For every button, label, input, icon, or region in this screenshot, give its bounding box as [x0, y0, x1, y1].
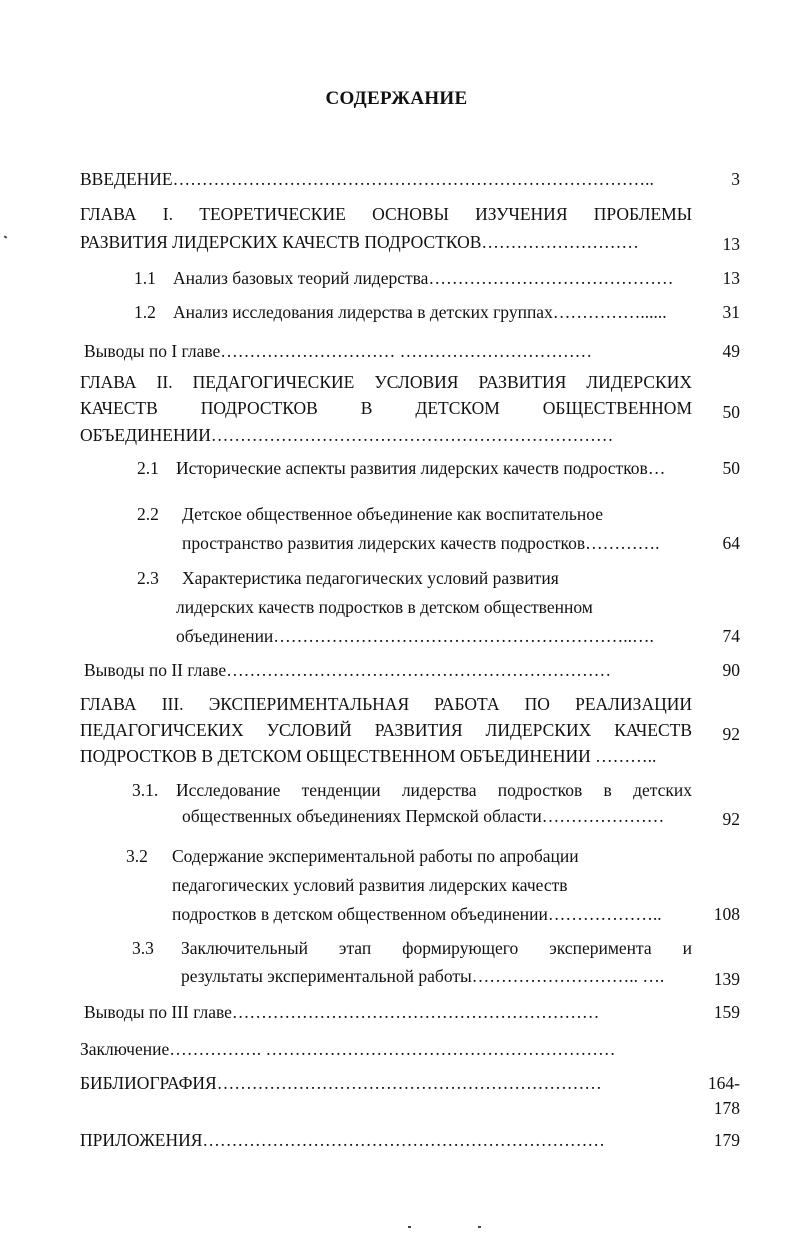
toc-section-3-3-line-1: Заключительный этап формирующего эксперимента и — [181, 938, 692, 958]
toc-section-2-2-line-1: Детское общественное объединение как воспитательное — [182, 504, 603, 524]
toc-page-number: 139 — [713, 969, 740, 989]
toc-page-number: 92 — [722, 809, 740, 829]
toc-chapter-2-line-2: КАЧЕСТВ ПОДРОСТКОВ В ДЕТСКОМ ОБЩЕСТВЕННОМ — [80, 398, 692, 418]
toc-chapter-3-line-3: ПОДРОСТКОВ В ДЕТСКОМ ОБЩЕСТВЕННОМ ОБЪЕДИНЕНИИ ……….. — [80, 746, 657, 766]
toc-page-number: 179 — [713, 1130, 740, 1150]
toc-page-number: 50 — [722, 458, 740, 478]
toc-page-number: 159 — [713, 1002, 740, 1022]
toc-section-2-3-line-3: объединении……………………………………………………..…. — [176, 626, 654, 646]
toc-section-number: 1.2 — [134, 302, 156, 322]
toc-page-number: 13 — [722, 268, 740, 288]
page-title: СОДЕРЖАНИЕ — [325, 88, 468, 109]
toc-section-number: 3.3 — [132, 938, 154, 958]
toc-section-2-3-line-2: лидерских качеств подростков в детском общественном — [176, 597, 593, 617]
scan-speck — [408, 1226, 411, 1228]
toc-section-number: 3.1. — [132, 780, 159, 800]
toc-section-number: 2.3 — [137, 568, 159, 588]
toc-section-number: 3.2 — [126, 846, 148, 866]
toc-section-2-1: Исторические аспекты развития лидерских качеств подростков… — [176, 458, 666, 478]
toc-page-number: 64 — [722, 533, 740, 553]
toc-conclusions-chapter-1: Выводы по I главе………………………… …………………………… — [84, 341, 593, 361]
toc-section-3-3-line-2: результаты экспериментальной работы……………………….. …. — [181, 966, 665, 986]
toc-page-number: 74 — [722, 626, 740, 646]
toc-page-number: 92 — [722, 724, 740, 744]
toc-entry-introduction: ВВЕДЕНИЕ……………………………………………………………………….. — [80, 169, 654, 189]
toc-chapter-1-line-2: РАЗВИТИЯ ЛИДЕРСКИХ КАЧЕСТВ ПОДРОСТКОВ……………………… — [80, 232, 639, 252]
toc-section-1-1: Анализ базовых теорий лидерства…………………………………… — [173, 268, 674, 288]
scan-speck — [478, 1226, 481, 1228]
toc-bibliography: БИБЛИОГРАФИЯ………………………………………………………… — [80, 1073, 602, 1093]
toc-page-number: 50 — [722, 402, 740, 422]
toc-chapter-2-line-3: ОБЪЕДИНЕНИИ…………………………………………………………… — [80, 425, 614, 445]
toc-chapter-1-line-1: ГЛАВА I. ТЕОРЕТИЧЕСКИЕ ОСНОВЫ ИЗУЧЕНИЯ ПРОБЛЕМЫ — [80, 204, 692, 224]
toc-section-1-2: Анализ исследования лидерства в детских группах……………...... — [173, 302, 667, 322]
toc-section-number: 1.1 — [134, 268, 156, 288]
toc-section-number: 2.2 — [137, 504, 159, 524]
toc-page-number: 49 — [722, 341, 740, 361]
toc-section-2-2-line-2: пространство развития лидерских качеств подростков…………. — [182, 533, 660, 553]
toc-conclusion: Заключение……………. …………………………………………………… — [80, 1039, 616, 1059]
toc-chapter-3-line-2: ПЕДАГОГИЧСЕКИХ УСЛОВИЙ РАЗВИТИЯ ЛИДЕРСКИХ КАЧЕСТВ — [80, 720, 692, 740]
scan-speck — [4, 235, 8, 238]
toc-chapter-3-line-1: ГЛАВА III. ЭКСПЕРИМЕНТАЛЬНАЯ РАБОТА ПО РЕАЛИЗАЦИИ — [80, 694, 692, 714]
toc-appendices: ПРИЛОЖЕНИЯ…………………………………………………………… — [80, 1130, 605, 1150]
toc-section-3-2-line-1: Содержание экспериментальной работы по апробации — [172, 846, 579, 866]
toc-chapter-2-line-1: ГЛАВА II. ПЕДАГОГИЧЕСКИЕ УСЛОВИЯ РАЗВИТИЯ ЛИДЕРСКИХ — [80, 372, 692, 392]
toc-section-3-2-line-2: педагогических условий развития лидерских качеств — [172, 875, 568, 895]
toc-page-number: 13 — [722, 234, 740, 254]
toc-page-number: 164- — [707, 1073, 740, 1093]
toc-page-number: 90 — [722, 660, 740, 680]
toc-section-3-1-line-2: общественных объединениях Пермской области………………… — [182, 806, 665, 826]
toc-page-number: 108 — [713, 904, 740, 924]
toc-page-number: 178 — [713, 1098, 740, 1118]
toc-section-3-1-line-1: Исследование тенденции лидерства подростков в детских — [176, 780, 692, 800]
toc-section-3-2-line-3: подростков в детском общественном объединении……………….. — [172, 904, 662, 924]
toc-page-number: 3 — [731, 169, 740, 189]
toc-section-2-3-line-1: Характеристика педагогических условий развития — [182, 568, 559, 588]
toc-conclusions-chapter-2: Выводы по II главе………………………………………………………… — [84, 660, 612, 680]
toc-section-number: 2.1 — [137, 458, 159, 478]
toc-conclusions-chapter-3: Выводы по III главе……………………………………………………… — [84, 1002, 600, 1022]
toc-page-number: 31 — [722, 302, 740, 322]
